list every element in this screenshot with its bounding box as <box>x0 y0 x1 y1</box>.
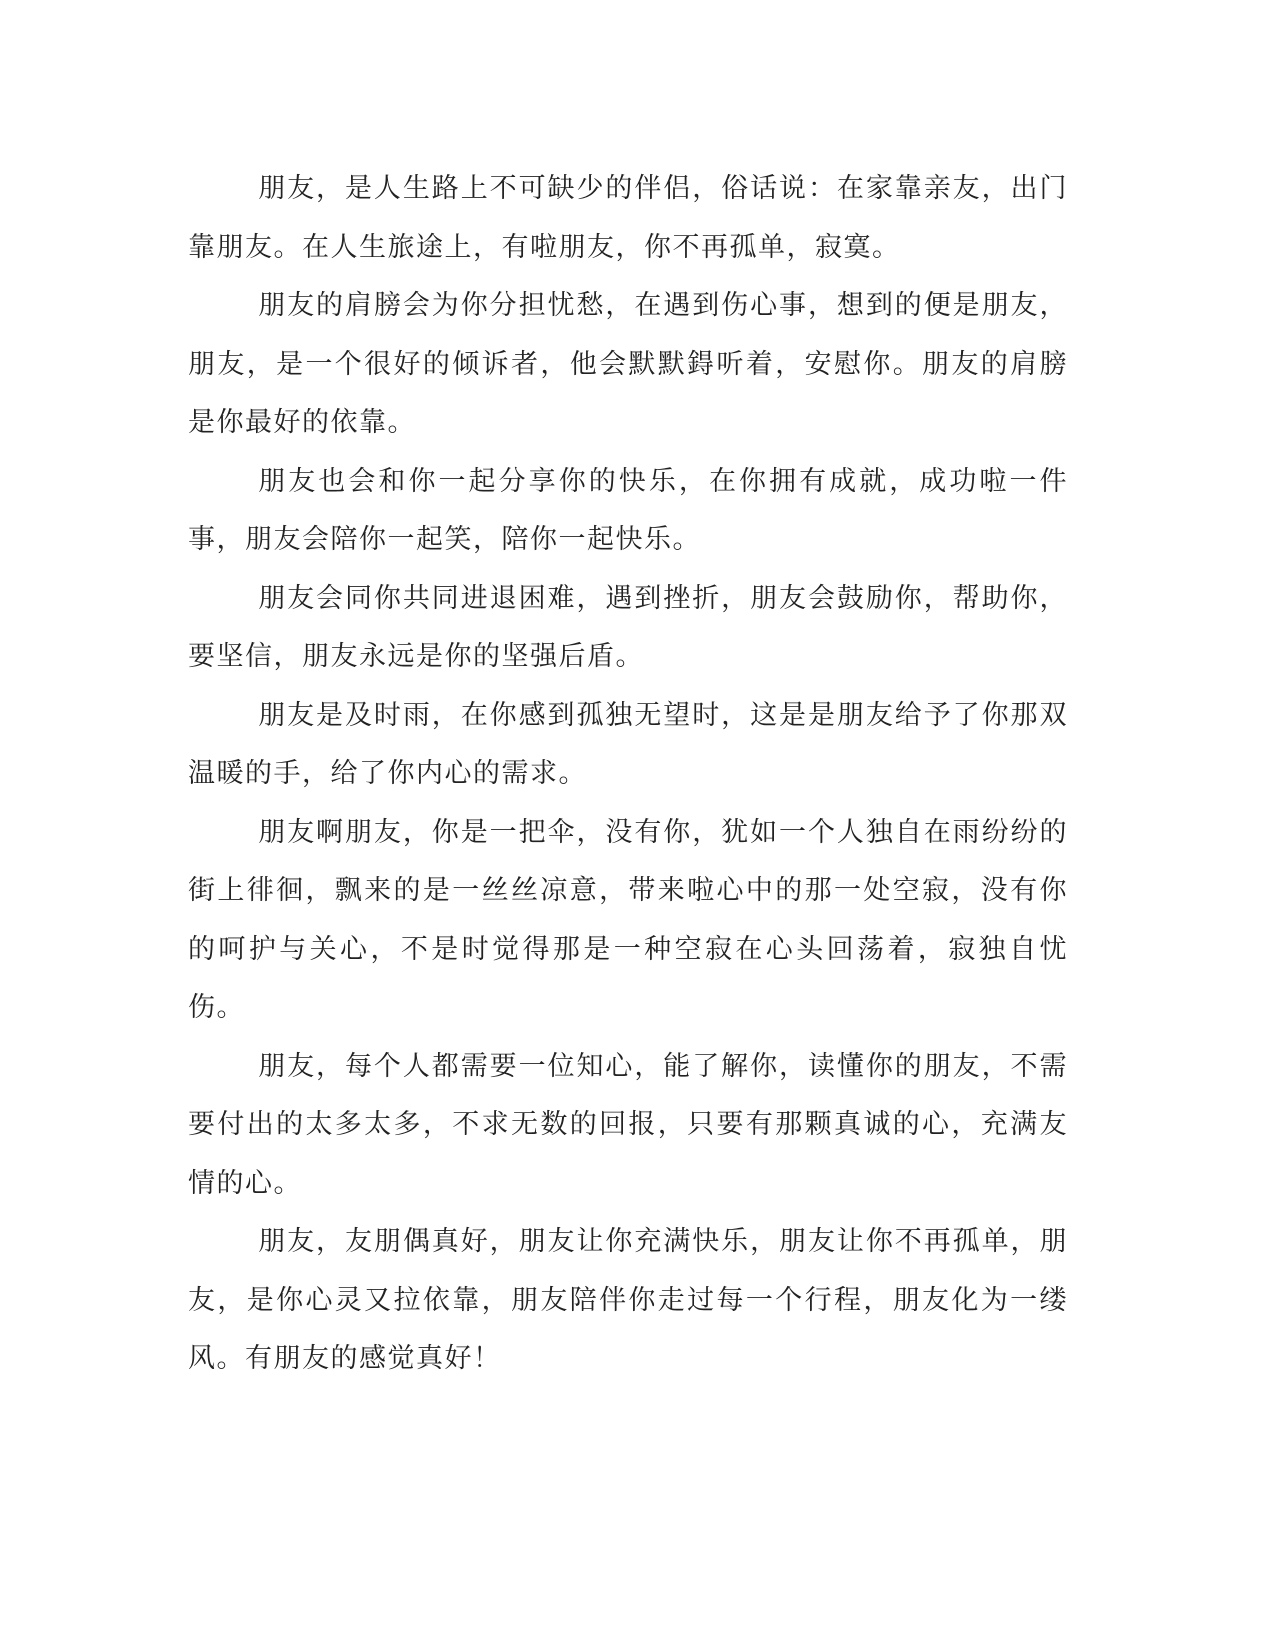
paragraph-3: 朋友也会和你一起分享你的快乐，在你拥有成就，成功啦一件事，朋友会陪你一起笑，陪你一起快乐。 <box>188 465 1068 555</box>
paragraph-4: 朋友会同你共同进退困难，遇到挫折，朋友会鼓励你，帮助你，要坚信，朋友永远是你的坚强后盾。 <box>188 582 1068 672</box>
paragraph-5: 朋友是及时雨，在你感到孤独无望时，这是是朋友给予了你那双温暖的手，给了你内心的需求。 <box>188 699 1068 789</box>
paragraph-7: 朋友，每个人都需要一位知心，能了解你，读懂你的朋友，不需要付出的太多太多，不求无数的回报，只要有那颗真诚的心，充满友情的心。 <box>188 1050 1068 1199</box>
essay-body <box>188 160 1068 1389</box>
paragraph-8: 朋友，友朋偶真好，朋友让你充满快乐，朋友让你不再孤单，朋友，是你心灵又拉依靠，朋友陪伴你走过每一个行程，朋友化为一缕风。有朋友的感觉真好！ <box>188 1226 1068 1374</box>
paragraph-6: 朋友啊朋友，你是一把伞，没有你，犹如一个人独自在雨纷纷的街上徘徊，飘来的是一丝丝凉意，带来啦心中的那一处空寂，没有你的呵护与关心，不是时觉得那是一种空寂在心头回荡着，寂独自忧伤。 <box>188 816 1068 1023</box>
paragraph-2: 朋友的肩膀会为你分担忧愁，在遇到伤心事，想到的便是朋友，朋友，是一个很好的倾诉者，他会默默鍀听着，安慰你。朋友的肩膀是你最好的依靠。 <box>188 290 1068 438</box>
paragraph-1: 朋友，是人生路上不可缺少的伴侣，俗话说：在家靠亲友，出门靠朋友。在人生旅途上，有啦朋友，你不再孤单，寂寞。 <box>188 173 1068 263</box>
